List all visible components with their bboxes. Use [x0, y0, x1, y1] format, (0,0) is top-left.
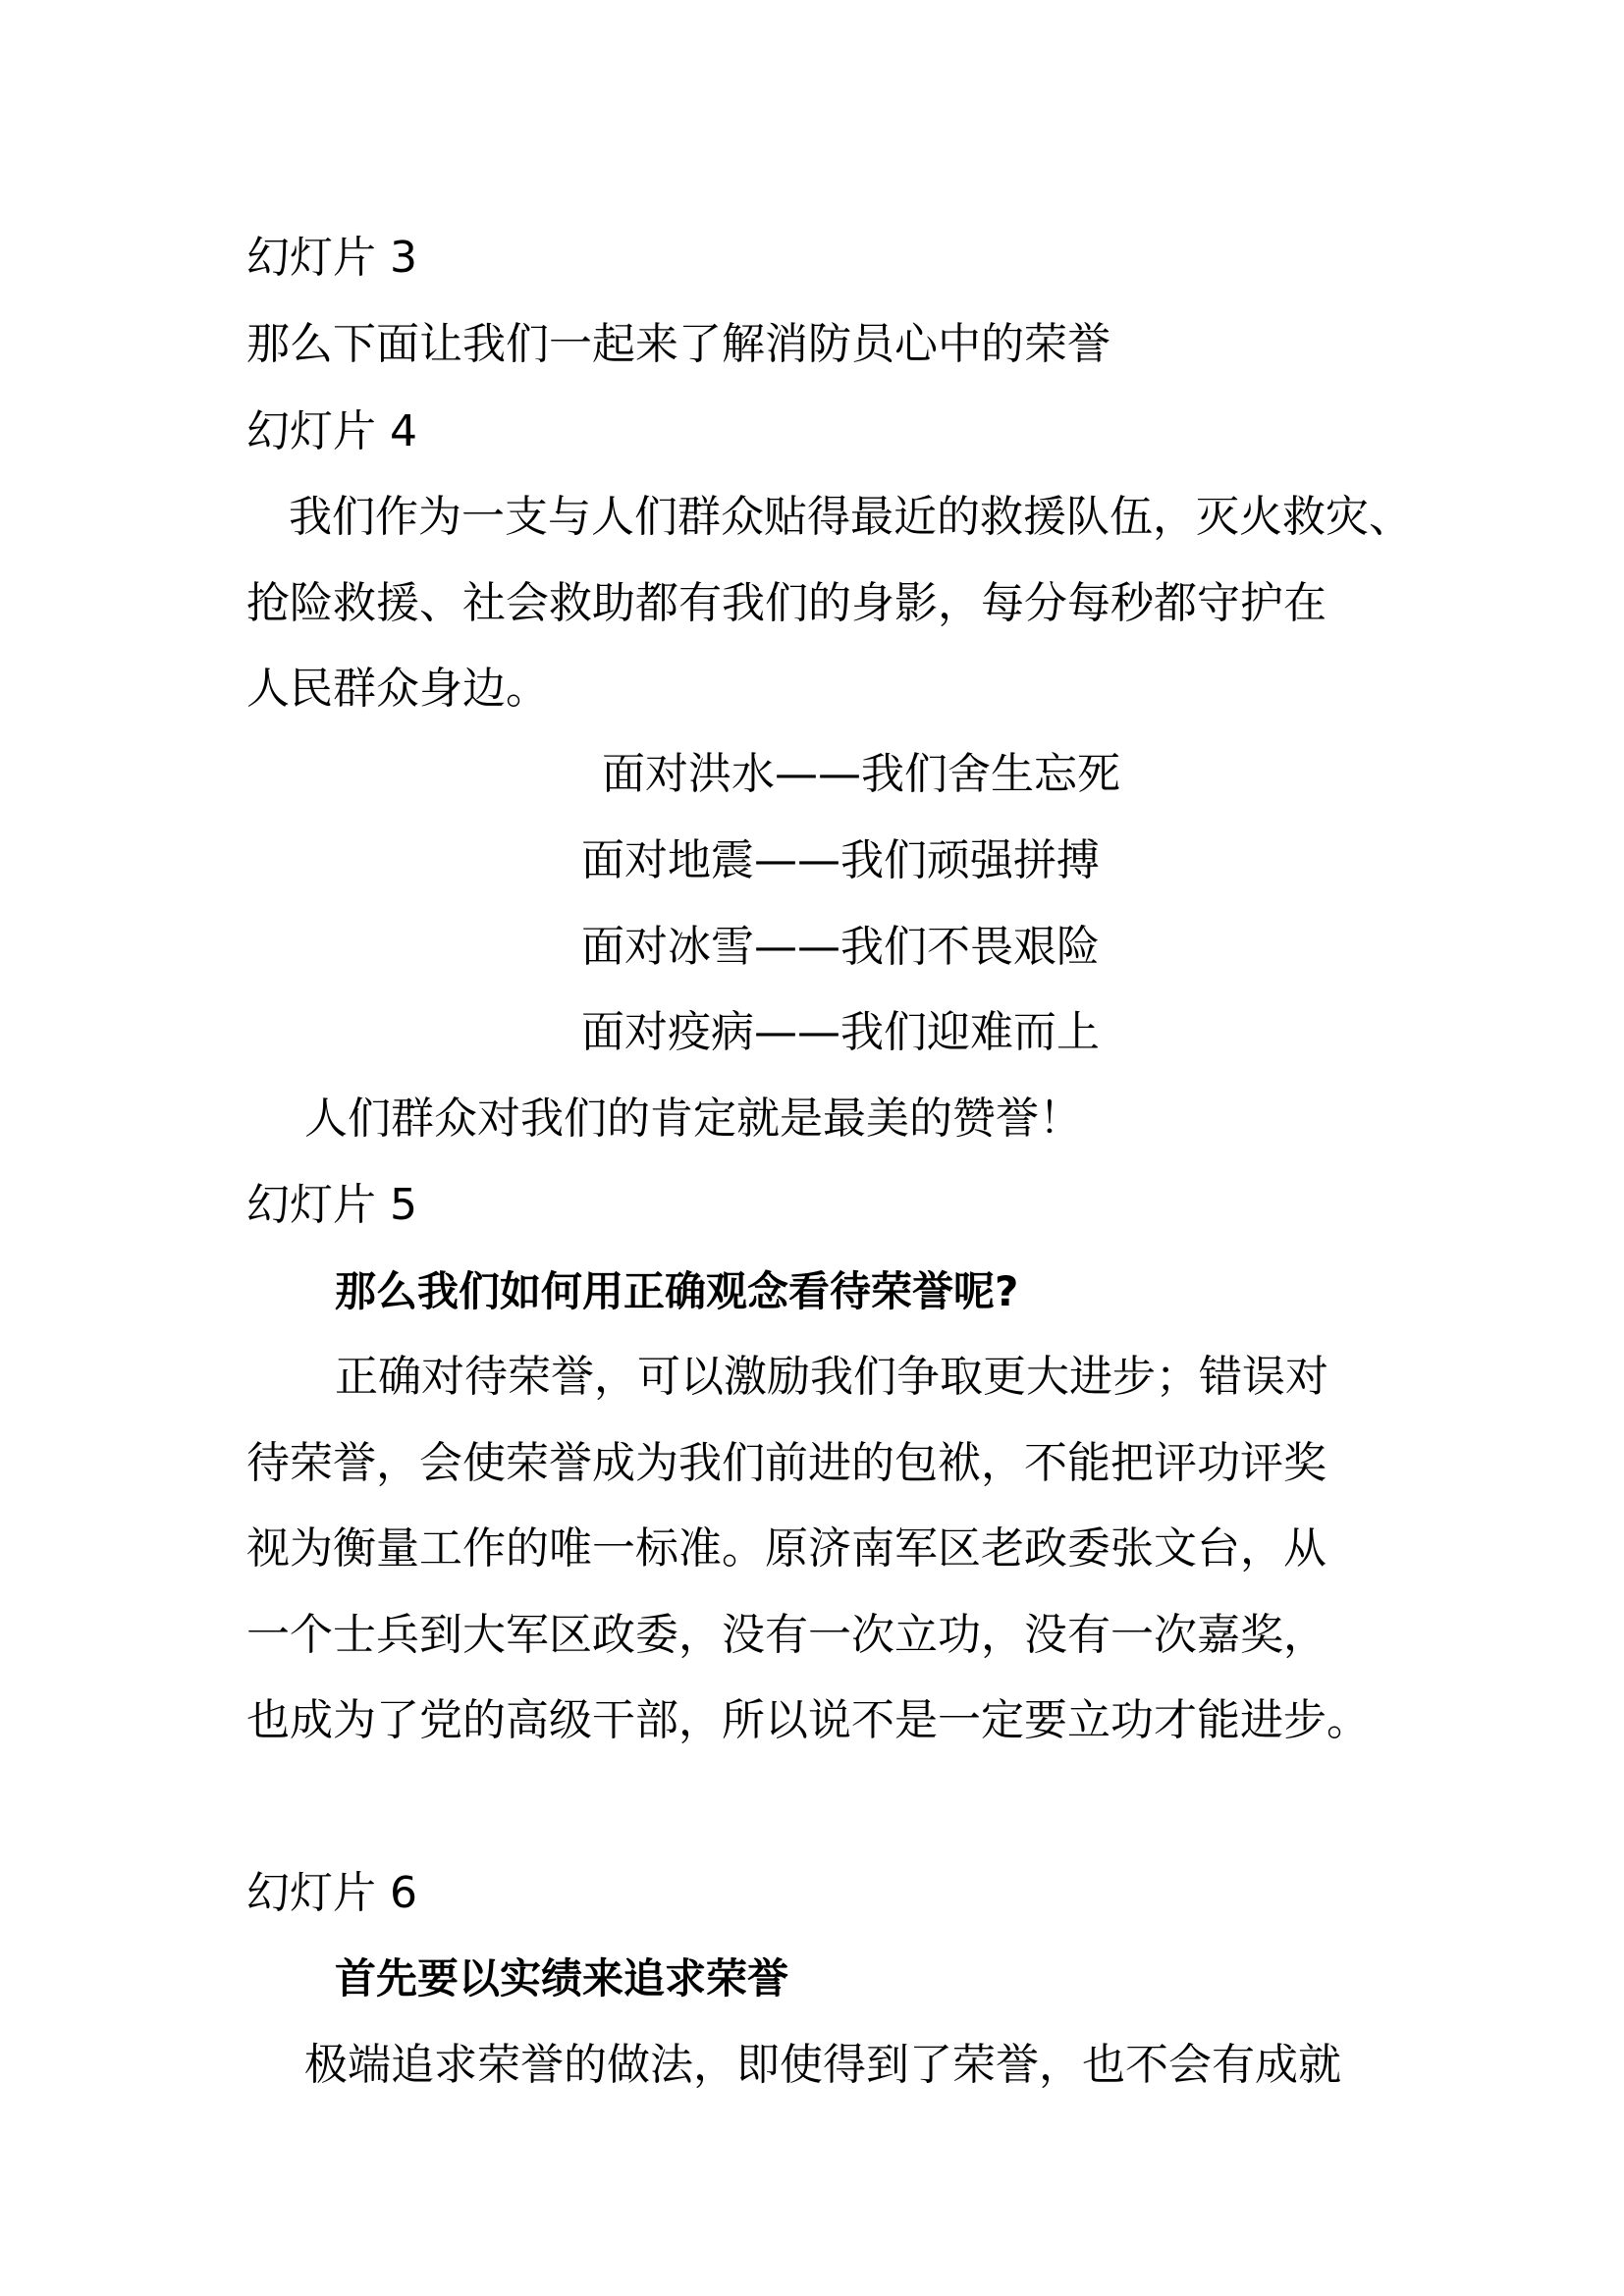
- slide-6-title: 首先要以实绩来追求荣誉: [335, 1954, 789, 2002]
- slide-3-heading: 幻灯片 3: [246, 233, 417, 283]
- slide-5-paragraph-line-4: 一个士兵到大军区政委，没有一次立功，没有一次嘉奖，: [246, 1610, 1326, 1660]
- slide-5-paragraph-line-3: 视为衡量工作的唯一标准。原济南军区老政委张文台，从: [246, 1523, 1326, 1574]
- slide-3-text: 那么下面让我们一起来了解消防员心中的荣誉: [246, 319, 1110, 369]
- slide-5-paragraph-line-5: 也成为了党的高级干部，所以说不是一定要立功才能进步。: [246, 1695, 1370, 1745]
- slide-5-title: 那么我们如何用正确观念看待荣誉呢?: [335, 1267, 1019, 1315]
- slide-4-paragraph-line-2: 抢险救援、社会救助都有我们的身影，每分每秒都守护在: [246, 578, 1326, 628]
- slide-5-heading: 幻灯片 5: [246, 1180, 417, 1230]
- slide-4-verse-2: 面对地震——我们顽强拼搏: [581, 835, 1100, 885]
- slide-5-paragraph-line-2: 待荣誉，会使荣誉成为我们前进的包袱，不能把评功评奖: [246, 1438, 1326, 1488]
- slide-6-heading: 幻灯片 6: [246, 1868, 417, 1918]
- slide-4-verse-3: 面对冰雪——我们不畏艰险: [581, 922, 1100, 972]
- slide-5-paragraph-line-1: 正确对待荣誉，可以激励我们争取更大进步；错误对: [335, 1352, 1328, 1402]
- slide-4-verse-4: 面对疫病——我们迎难而上: [581, 1007, 1100, 1057]
- slide-4-verse-1: 面对洪水——我们舍生忘死: [602, 749, 1120, 799]
- slide-4-paragraph-line-1: 我们作为一支与人们群众贴得最近的救援队伍，灭火救灾、: [289, 492, 1412, 542]
- slide-4-closing: 人们群众对我们的肯定就是最美的赞誉！: [304, 1094, 1082, 1144]
- slide-4-paragraph-line-3: 人民群众身边。: [246, 664, 549, 714]
- slide-4-heading: 幻灯片 4: [246, 406, 417, 456]
- slide-6-paragraph-line-1: 极端追求荣誉的做法，即使得到了荣誉，也不会有成就: [304, 2040, 1341, 2090]
